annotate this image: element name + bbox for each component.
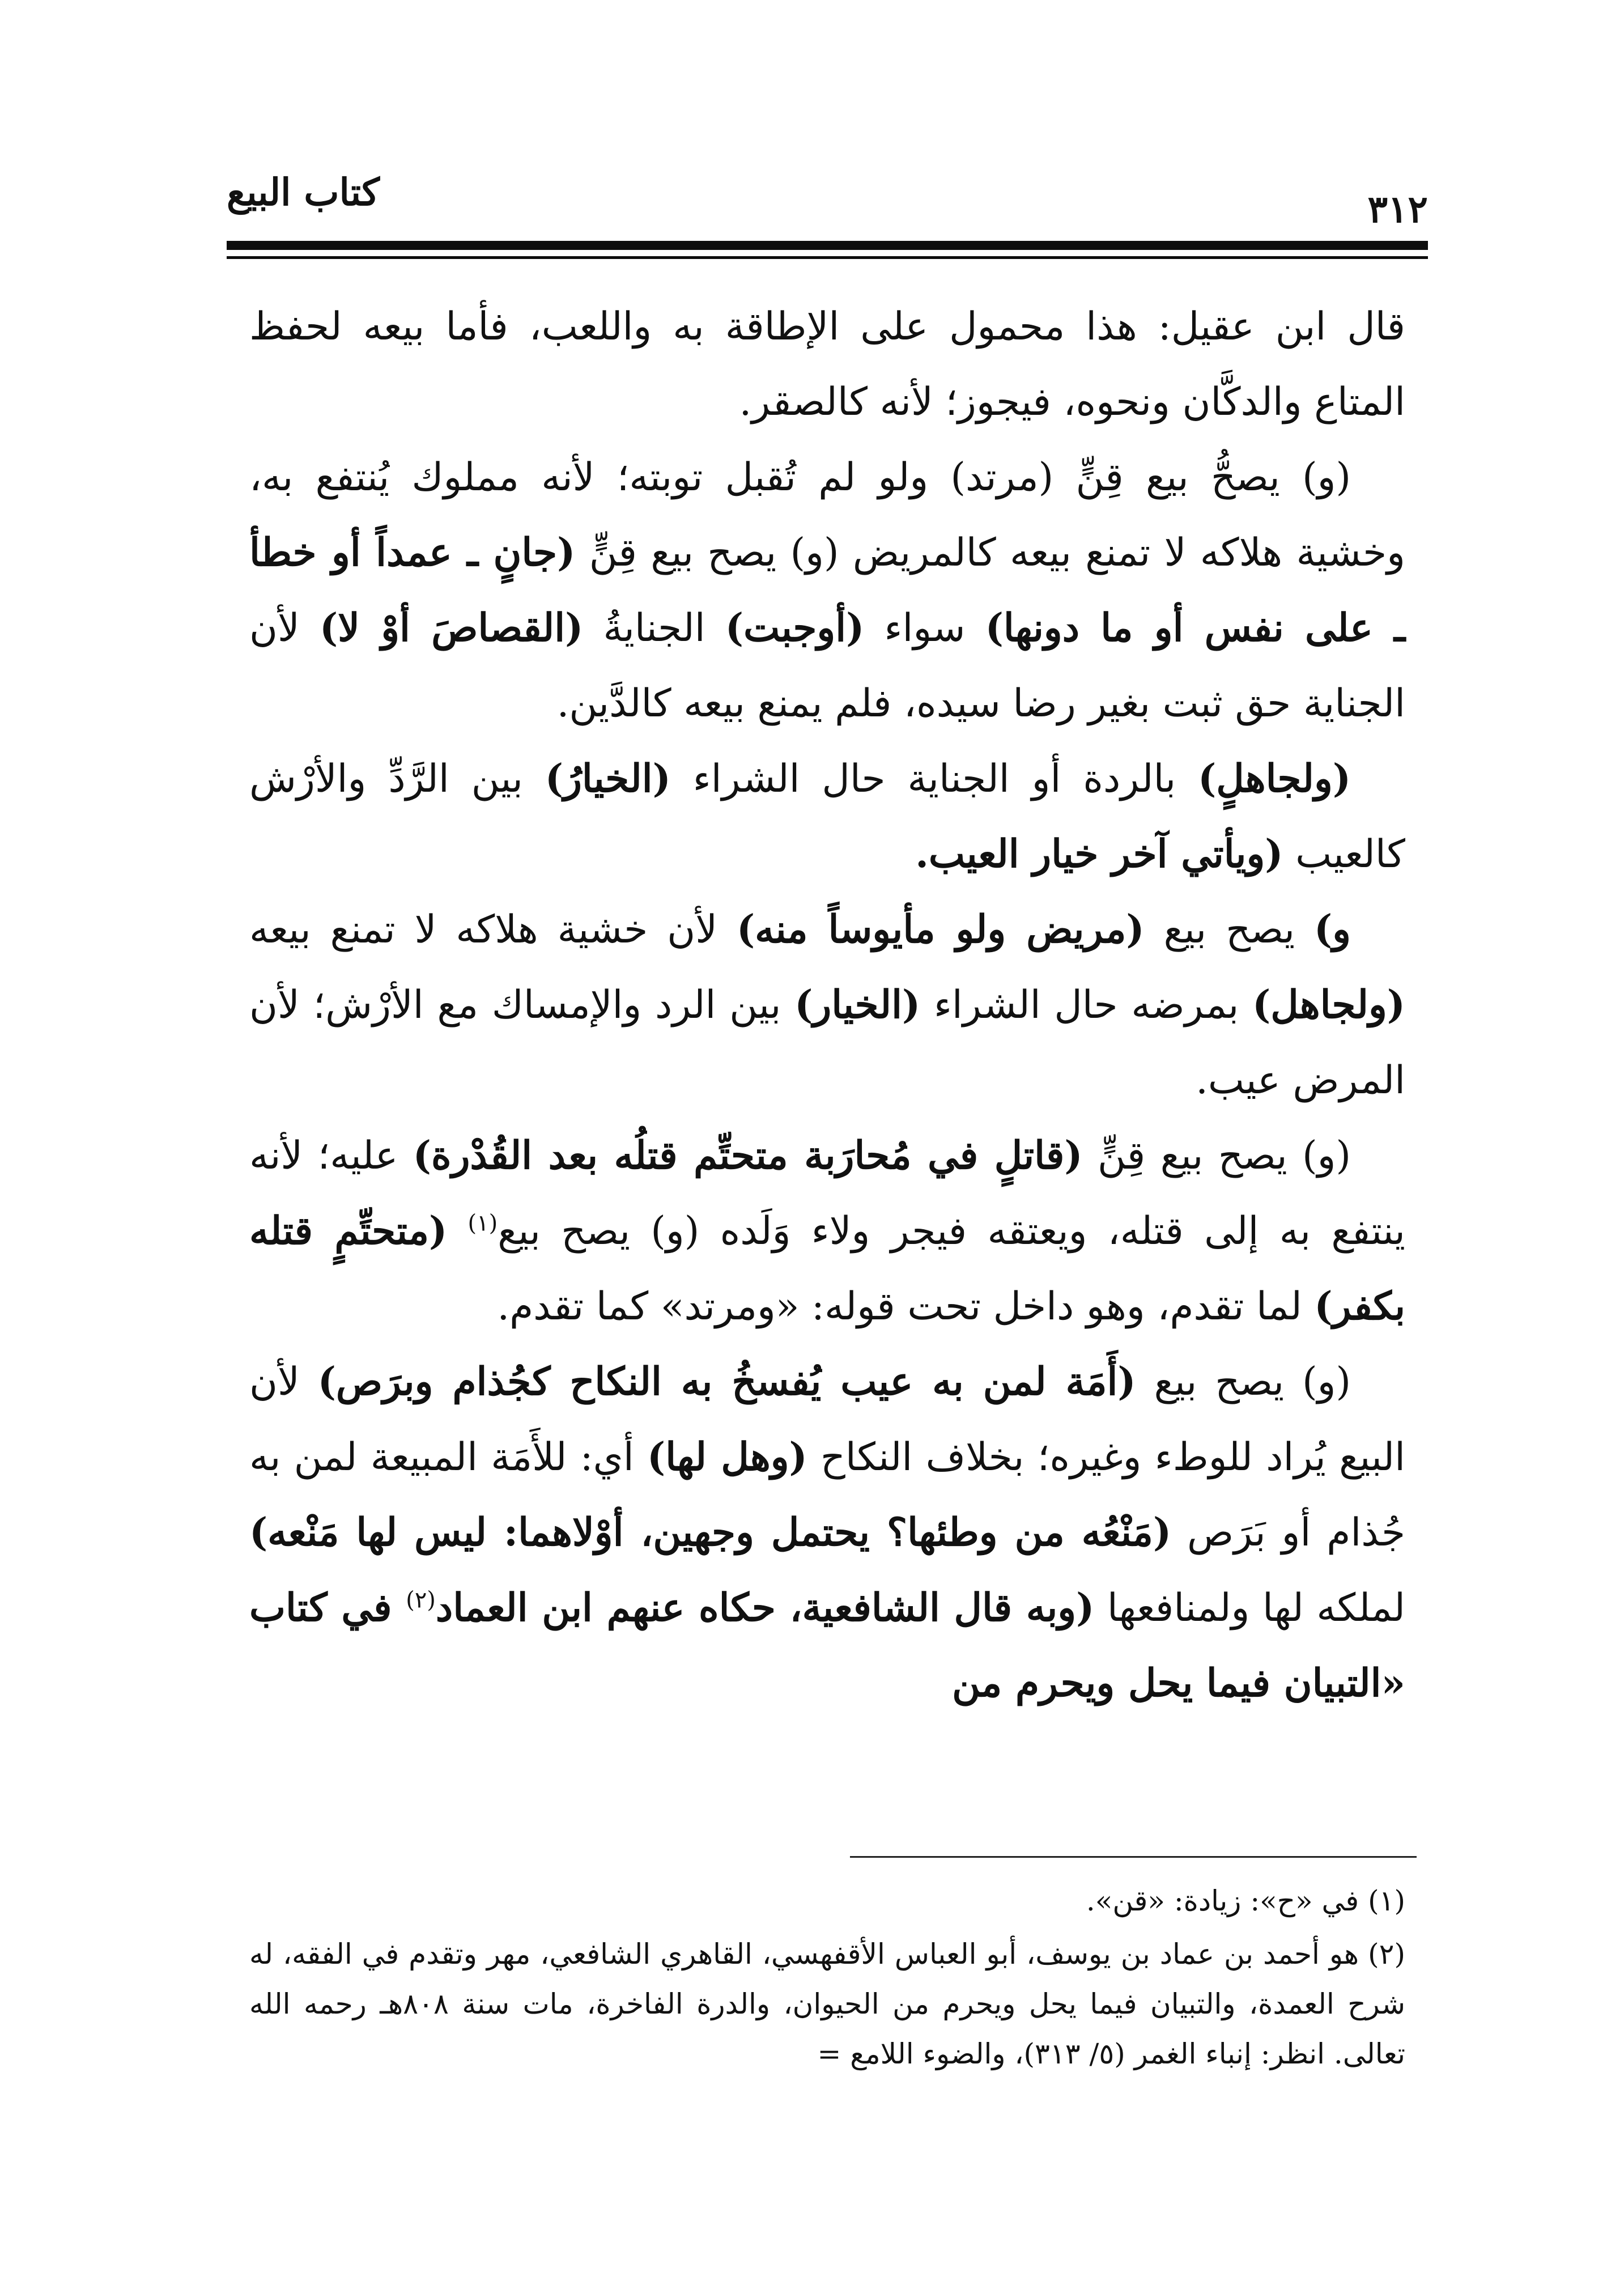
footnote-2 xyxy=(249,1929,1405,2079)
text-run: أي: للأَمَة المبيعة لمن به جُذام أو بَرَص xyxy=(249,1435,1405,1555)
text-run: بين الرد والإمساك مع الأرْش؛ لأن المرض عيب. xyxy=(249,983,1405,1103)
footnote-number: (٢) xyxy=(1368,1938,1405,1971)
matn-run: (ولجاهلٍ) xyxy=(1198,756,1351,801)
paragraph-3 xyxy=(249,741,1405,892)
footnote-text: هو أحمد بن عماد بن يوسف، أبو العباس الأقفهسي، القاهري الشافعي، مهر وتقدم في الفقه، له شرح العمدة، والتبيان فيما يحل ويحرم من الحيوان، والدرة الفاخرة، مات سنة ٨٠٨هـ رحمه الله تعالى. انظر: إنباء الغمر (٥/ ٣١٣)، والضوء اللامع = xyxy=(249,1938,1405,2070)
matn-run: و) xyxy=(1313,907,1351,952)
chapter-title: كتاب البيع xyxy=(227,170,380,214)
running-header xyxy=(227,170,1428,249)
matn-run: (أوجبت) xyxy=(725,605,865,651)
text-run: لأن الجناية حق ثبت بغير رضا سيده، فلم يمنع بيعه كالدَّين. xyxy=(249,606,1405,726)
header-rule-thick xyxy=(227,241,1428,250)
paragraph-5 xyxy=(249,1118,1405,1344)
footnote-marker-1[interactable]: (١) xyxy=(467,1210,498,1237)
header-rule-thin xyxy=(227,256,1428,259)
text-run: لملكه لها ولمنافعها xyxy=(1094,1586,1405,1630)
footnote-text: في «ح»: زيادة: «قن». xyxy=(1086,1884,1359,1917)
text-run: بمرضه حال الشراء xyxy=(920,983,1253,1027)
text-run: بالردة أو الجناية حال الشراء xyxy=(670,757,1198,801)
text-run: بين الرَّدِّ والأرْش كالعيب xyxy=(249,757,1405,877)
text-run: لأن خشية هلاكه لا تمنع بيعه xyxy=(249,907,737,952)
matn-run: (الخيار) xyxy=(794,982,921,1027)
text-run: (و) يصح بيع xyxy=(498,1209,700,1254)
matn-run: (قاتلٍ في مُحارَبة متحتِّم قتلُه بعد القُدْرة) xyxy=(413,1133,1083,1178)
text-run: (و) يصح بيع قِنٍّ xyxy=(1082,1133,1351,1178)
text-run: لما تقدم، وهو داخل تحت قوله: «ومرتد» كما تقدم. xyxy=(497,1284,1315,1329)
matn-run: (وبه قال الشافعية، حكاه عنهم ابن العماد xyxy=(435,1585,1095,1630)
text-run: (و) يصحُّ بيع قِنٍّ (مرتد) ولو لم تُقبل توبته؛ لأنه مملوك يُنتفع به، وخشية هلاكه لا تمنع بيعه كالمريض (و) يصح بيع قِنٍّ xyxy=(249,455,1405,575)
main-text xyxy=(249,289,1405,1721)
paragraph-1 xyxy=(249,289,1405,440)
matn-run: في كتاب «التبيان فيما يحل ويحرم من xyxy=(249,1585,1405,1706)
text-run: سواء xyxy=(864,606,985,651)
footnotes xyxy=(249,1876,1405,2082)
text-run: الجنايةُ xyxy=(583,606,725,651)
matn-run: (ويأتي آخر خيار العيب. xyxy=(915,831,1283,877)
paragraph-2 xyxy=(249,440,1405,741)
footnote-separator xyxy=(850,1856,1417,1858)
paragraph-4 xyxy=(249,892,1405,1118)
footnote-marker-2[interactable]: (٢) xyxy=(406,1587,436,1613)
matn-run: (ولجاهل) xyxy=(1252,982,1405,1027)
text-run: لأن البيع يُراد للوطء وغيره؛ بخلاف النكاح xyxy=(249,1360,1405,1480)
footnote-number: (١) xyxy=(1368,1884,1405,1917)
text-run: يصح بيع xyxy=(1144,907,1314,952)
text-run: عليه؛ لأنه ينتفع به إلى قتله، ويعتقه فيجر ولاء وَلَده xyxy=(249,1133,1405,1254)
footnote-1 xyxy=(249,1876,1405,1926)
page-number: ٣١٢ xyxy=(1367,187,1428,231)
matn-run: (جانٍ ـ عمداً أو خطأ ـ على نفس أو ما دونها) xyxy=(249,530,1406,651)
matn-run: (مَنْعُه من وطئها؟ يحتمل وجهين، أوْلاهما: ليس لها مَنْعه) xyxy=(249,1510,1172,1555)
paragraph-6 xyxy=(249,1344,1405,1721)
text-run xyxy=(447,1209,467,1254)
text-run: (و) يصح بيع xyxy=(1136,1360,1351,1404)
matn-run: (مريض ولو مأيوساً منه) xyxy=(736,907,1145,952)
matn-run: (القصاصَ أوْ لا) xyxy=(319,605,584,651)
matn-run: (الخيارُ) xyxy=(545,756,671,801)
matn-run: (أَمَة لمن به عيب يُفسخُ به النكاح كجُذام وبرَص) xyxy=(317,1359,1136,1404)
matn-run: (متحتِّمٍ قتله بكفر) xyxy=(249,1208,1405,1329)
text-run: قال ابن عقيل: هذا محمول على الإطاقة به واللعب، فأما بيعه لحفظ المتاع والدكَّان ونحوه، فيجوز؛ لأنه كالصقر. xyxy=(249,304,1405,424)
matn-run: (وهل لها) xyxy=(647,1434,807,1480)
